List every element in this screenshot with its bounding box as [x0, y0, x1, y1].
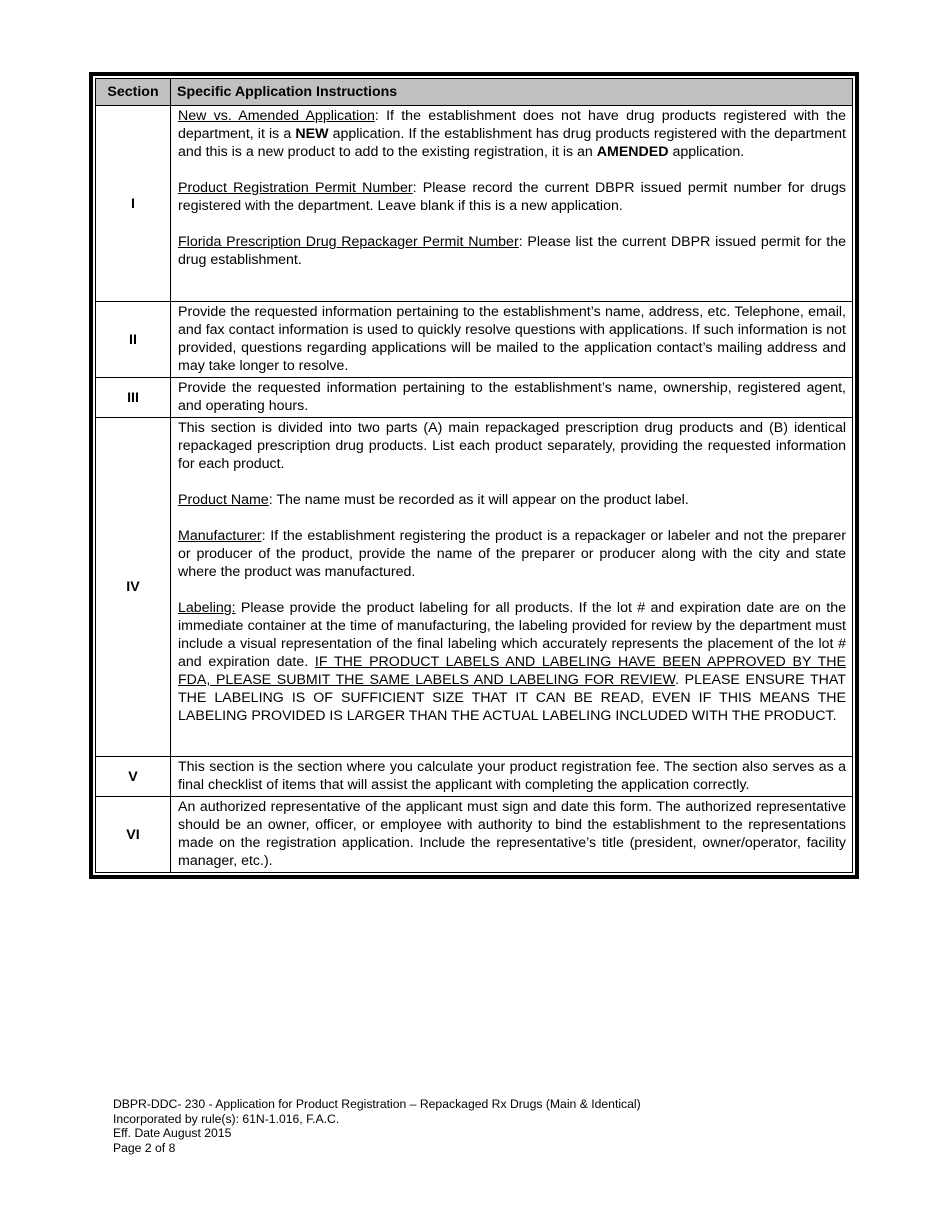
section-number: I — [96, 106, 171, 302]
paragraph — [178, 179, 846, 215]
field-label: Product Name — [178, 492, 269, 508]
underlined-notice: IF THE PRODUCT LABELS AND LABELING HAVE BEEN APPROVED BY THE FDA, PLEASE SUBMIT THE SAME LABELS AND LABELING FOR REVIEW — [178, 654, 846, 688]
instructions-table-frame — [89, 72, 859, 879]
paragraph: An authorized representative of the applicant must sign and date this form. The authorized representative should be an owner, officer, or employee with authority to bind the establishment to the representations made on the registration application. Include the representative’s title (president, owner/operator, facility manager, etc.). — [178, 799, 846, 869]
field-label: Product Registration Permit Number — [178, 180, 413, 196]
section-number: VI — [96, 797, 171, 873]
paragraph — [178, 491, 846, 509]
paragraph: Provide the requested information pertaining to the establishment’s name, address, etc. Telephone, email, and fax contact information is used to quickly resolve questions with applications. If such information is not provided, questions regarding applications will be mailed to the application contact’s mailing address and may take longer to resolve. — [178, 304, 846, 374]
section-number: II — [96, 302, 171, 378]
paragraph — [178, 233, 846, 269]
page-number: Page 2 of 8 — [113, 1140, 176, 1155]
rule-reference: Incorporated by rule(s): 61N-1.016, F.A.C. — [113, 1111, 340, 1126]
table-header-row — [96, 79, 853, 106]
emphasis-text: NEW — [295, 126, 329, 142]
section-instructions — [171, 797, 853, 873]
field-label: Florida Prescription Drug Repackager Permit Number — [178, 234, 519, 250]
paragraph-text: : If the establishment does not have drug products registered with the department, it is a — [178, 108, 846, 142]
paragraph-text: application. — [668, 144, 745, 160]
paragraph-text: : Please list the current DBPR issued permit for the drug establishment. — [178, 234, 847, 268]
paragraph-text: Please provide the product labeling for all products. If the lot # and expiration date are on the immediate container at the time of manufacturing, the labeling provided for review by the department must include a visual representation of the final labeling which accurately represents the placement of the lot # and expiration date. — [178, 600, 846, 670]
table-row — [96, 378, 853, 418]
field-label: Manufacturer — [178, 528, 262, 544]
field-label: New vs. Amended Application — [178, 108, 375, 124]
form-title: DBPR-DDC- 230 - Application for Product Registration – Repackaged Rx Drugs (Main & Identical) — [113, 1097, 641, 1111]
paragraph-text: : Please record the current DBPR issued permit number for drugs registered with the department. Leave blank if this is a new application. — [178, 180, 847, 214]
paragraph: Provide the requested information pertaining to the establishment’s name, ownership, registered agent, and operating hours. — [178, 380, 846, 414]
table-row — [96, 106, 853, 302]
paragraph: This section is the section where you calculate your product registration fee. The section also serves as a final checklist of items that will assist the applicant with completing the application correctly. — [178, 759, 846, 793]
paragraph: This section is divided into two parts (A) main repackaged prescription drug products and (B) identical repackaged prescription drug products. List each product separately, providing the requested information for each product. — [178, 420, 846, 472]
paragraph-text: : The name must be recorded as it will appear on the product label. — [268, 492, 689, 508]
section-instructions — [171, 106, 853, 302]
table-row — [96, 797, 853, 873]
section-number: III — [96, 378, 171, 418]
paragraph-text: application. If the establishment has drug products registered with the department and this is a new product to add to the existing registration, it is an — [178, 126, 846, 160]
instructions-table — [95, 78, 853, 873]
section-instructions — [171, 378, 853, 418]
instructions-column-header: Specific Application Instructions — [171, 79, 853, 106]
section-number: IV — [96, 418, 171, 757]
paragraph — [178, 527, 846, 581]
paragraph-text: . PLEASE ENSURE THAT THE LABELING IS OF SUFFICIENT SIZE THAT IT CAN BE READ, EVEN IF THIS MEANS THE LABELING PROVIDED IS LARGER THAN THE ACTUAL LABELING INCLUDED WITH THE PRODUCT. — [178, 672, 846, 724]
section-instructions — [171, 418, 853, 757]
table-row — [96, 757, 853, 797]
emphasis-text: AMENDED — [596, 144, 669, 160]
field-label: Labeling: — [178, 600, 236, 616]
section-column-header: Section — [96, 79, 171, 106]
section-instructions — [171, 302, 853, 378]
paragraph — [178, 107, 846, 161]
table-row — [96, 418, 853, 757]
paragraph-text: : If the establishment registering the product is a repackager or labeler and not the preparer or producer of the product, provide the name of the preparer or producer along with the city and state where the product was manufactured. — [178, 528, 846, 580]
section-number: V — [96, 757, 171, 797]
paragraph — [178, 599, 846, 725]
table-row — [96, 302, 853, 378]
section-instructions — [171, 757, 853, 797]
effective-date: Eff. Date August 2015 — [113, 1126, 232, 1140]
page-footer — [113, 1097, 641, 1155]
